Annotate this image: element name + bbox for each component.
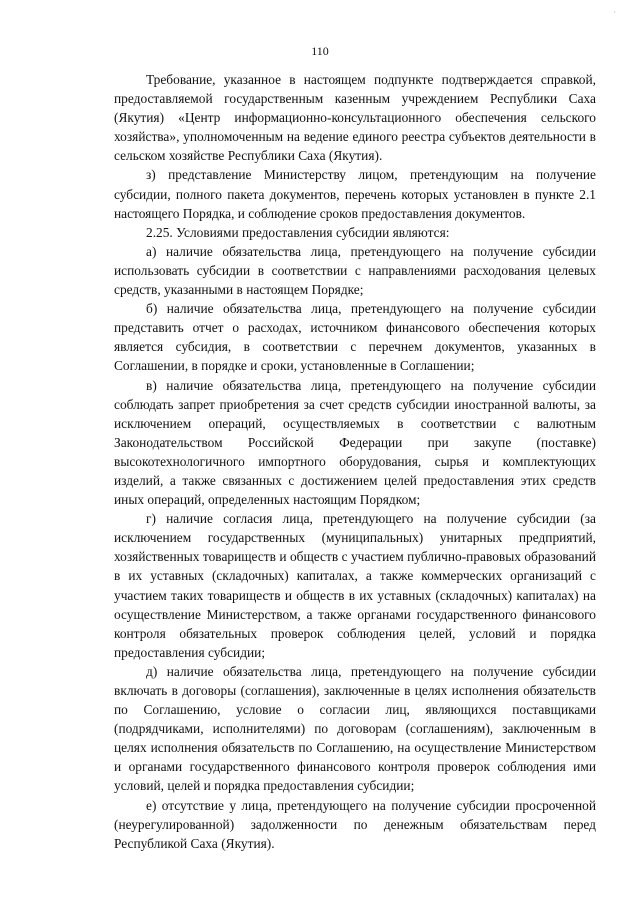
document-body xyxy=(114,70,596,853)
page-number: 110 xyxy=(311,44,329,58)
paragraph-item-a: а) наличие обязательства лица, претендующего на получение субсидии использовать субсидии в соответствии с направлениями расходования целевых средств, указанными в настоящем Порядке; xyxy=(114,243,596,298)
paragraph-requirement-confirmation: Требование, указанное в настоящем подпункте подтверждается справкой, предоставляемой государственным казенным учреждением Республики Саха (Якутия) «Центр информационно-консультационного обеспечения сельского хозяйства», уполномоченным на ведение единого реестра субъектов деятельности в сельском хозяйстве Республики Саха (Якутия). xyxy=(114,72,596,164)
paragraph-item-b: б) наличие обязательства лица, претендующего на получение субсидии представить отчет о расходах, источником финансового обеспечения которых является субсидия, в соответствии с перечнем документов, указанных в Соглашении, в порядке и сроки, установленные в Соглашении; xyxy=(114,301,596,374)
corner-mark: · xyxy=(613,8,616,17)
paragraph-item-d: д) наличие обязательства лица, претендующего на получение субсидии включать в договоры (соглашения), заключенные в целях исполнения обязательств по Соглашению, условие о согласии лиц, являющихся поставщиками (подрядчиками, исполнителями) по договорам (соглашениям), заключенным в целях исполнения обязательств по Соглашению, на осуществление Министерством и органами государственного финансового контроля проверок соблюдения ими условий, целей и порядка предоставления субсидии; xyxy=(114,663,596,794)
paragraph-item-e: е) отсутствие у лица, претендующего на получение субсидии просроченной (неурегулированной) задолженности по денежным обязательствам перед Республикой Саха (Якутия). xyxy=(114,797,596,851)
paragraph-item-g: г) наличие согласия лица, претендующего на получение субсидии (за исключением государственных (муниципальных) унитарных предприятий, хозяйственных товариществ и обществ с участием публично-правовых образований в их уставных (складочных) капиталах, а также коммерческих организаций с участием таких товариществ и обществ в их уставных (складочных) капиталах) на осуществление Министерством, а также органами государственного финансового контроля обязательных проверок соблюдения целей, условий и порядка предоставления субсидии; xyxy=(114,511,596,660)
paragraph-item-z: з) представление Министерству лицом, претендующим на получение субсидии, полного пакета документов, перечень которых установлен в пункте 2.1 настоящего Порядка, и соблюдение сроков предоставления документов. xyxy=(114,167,596,221)
paragraph-section-2-25: 2.25. Условиями предоставления субсидии являются: xyxy=(146,224,450,240)
paragraph-item-v: в) наличие обязательства лица, претендующего на получение субсидии соблюдать запрет приобретения за счет средств субсидии иностранной валюты, за исключением операций, осуществляемых в соответствии с валютным Законодательством Российской Федерации при закупе (поставке) высокотехнологичного импортного оборудования, сырья и комплектующих изделий, а также связанных с достижением целей предоставления этих средств иных операций, определенных настоящим Порядком; xyxy=(114,377,596,508)
